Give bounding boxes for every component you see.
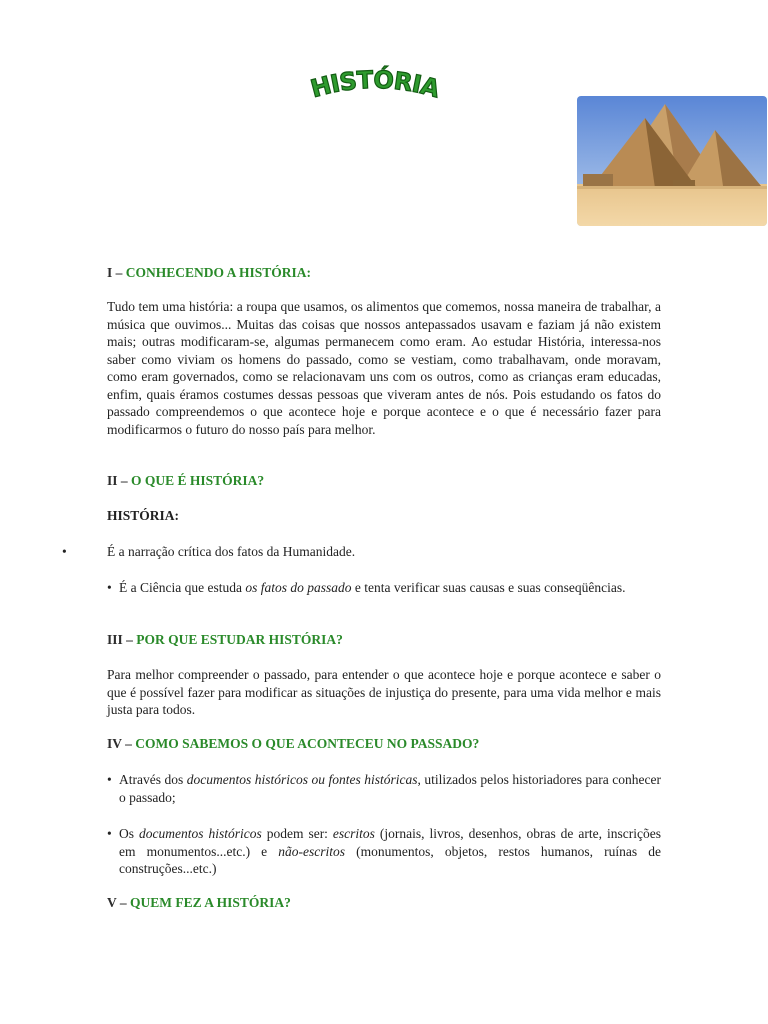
section-2-numeral: II –	[107, 473, 132, 488]
list-item	[62, 543, 662, 561]
pyramids-photo	[577, 96, 767, 226]
bullet-icon: •	[107, 772, 112, 787]
section-3-title: POR QUE ESTUDAR HISTÓRIA?	[136, 632, 343, 647]
section-2-title: O QUE É HISTÓRIA?	[131, 473, 265, 488]
section-1-paragraph: Tudo tem uma história: a roupa que usamos, os alimentos que comemos, nossa maneira de trabalhar, a música que ouvimos... Muitas das coisas que nossos antepassados usavam e faziam já não existem mais; outras modificaram-se, algumas permanecem como eram. Ao estudar História, interessa-nos saber como viviam os homens do passado, como se vestiam, como trabalhavam, onde moravam, como eram governados, como se relacionavam uns com os outros, como as crianças eram educadas, enfim, quais éramos costumes dessas pessoas que viveram antes de nós. Pois estudando os fatos do passado compreendemos o que acontece hoje e porque acontece e o que é necessário fazer para modificarmos o futuro do nosso país para melhor.	[107, 299, 661, 437]
bullet-icon: •	[62, 544, 67, 559]
bullet-text: Os documentos históricos podem ser: escritos (jornais, livros, desenhos, obras de arte, inscrições em monumentos...etc.) e não-escritos (monumentos, objetos, restos humanos, ruínas de construções...etc.)	[119, 826, 661, 876]
bullet-text: É a Ciência que estuda os fatos do passado e tenta verificar suas causas e suas conseqüências.	[119, 580, 626, 595]
section-3-heading	[107, 631, 661, 649]
section-5-heading	[107, 894, 661, 912]
list-item	[107, 771, 661, 806]
section-1-numeral: I –	[107, 265, 126, 280]
list-item	[107, 579, 661, 597]
section-4-heading	[107, 735, 661, 753]
section-2-subheading: HISTÓRIA:	[107, 508, 180, 523]
bullet-text: Através dos documentos históricos ou fontes históricas, utilizados pelos historiadores para conhecer o passado;	[119, 772, 661, 805]
section-1-title: CONHECENDO A HISTÓRIA:	[125, 265, 312, 280]
page-title: HISTÓRIA	[307, 65, 443, 104]
bullet-icon: •	[107, 580, 112, 595]
section-4-title: COMO SABEMOS O QUE ACONTECEU NO PASSADO?	[135, 736, 480, 751]
section-5-title: QUEM FEZ A HISTÓRIA?	[130, 895, 291, 910]
bullet-icon: •	[107, 826, 112, 841]
section-1-heading	[107, 264, 661, 282]
svg-text:HISTÓRIA	[308, 64, 443, 104]
title-wordart	[300, 62, 450, 112]
section-3-numeral: III –	[107, 632, 137, 647]
section-3-paragraph: Para melhor compreender o passado, para entender o que acontece hoje e porque acontece e saber o que é possível fazer para modificar as situações de injustiça do presente, para uma vida melhor e mais justa para todos.	[107, 667, 661, 717]
bullet-text: É a narração crítica dos fatos da Humanidade.	[107, 544, 356, 559]
list-item	[107, 825, 661, 878]
section-4-numeral: IV –	[107, 736, 136, 751]
section-5-numeral: V –	[107, 895, 131, 910]
section-2-heading	[107, 472, 661, 490]
